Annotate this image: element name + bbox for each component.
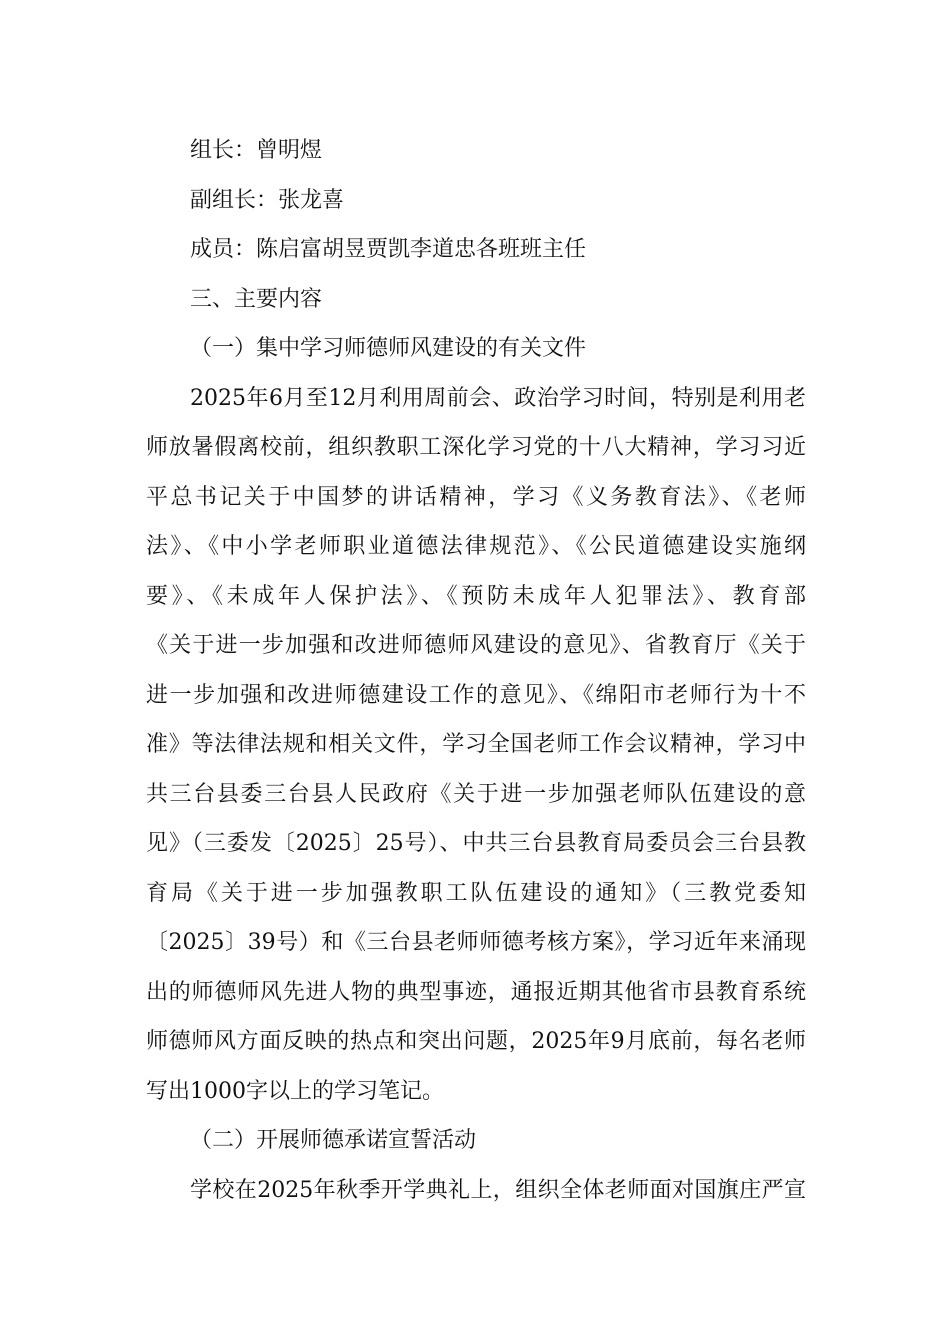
paragraph-line: 出的师德师风先进人物的典型事迹，通报近期其他省市县教育系统	[146, 979, 806, 1005]
subsection-heading-2: （二）开展师德承诺宣誓活动	[190, 1128, 477, 1153]
paragraph-line: 育局《关于进一步加强教职工队伍建设的通知》（三教党委知	[146, 880, 806, 906]
leader-line: 组长：曾明煜	[190, 138, 323, 163]
paragraph-study-documents	[146, 374, 806, 1117]
paragraph-line: 共三台县委三台县人民政府《关于进一步加强老师队伍建设的意	[146, 781, 806, 807]
paragraph-line: 准》等法律法规和相关文件，学习全国老师工作会议精神，学习中	[146, 732, 806, 757]
paragraph-line: 师德师风方面反映的热点和突出问题，2025年9月底前，每名老师	[146, 1029, 806, 1054]
paragraph-line: 法》、《中小学老师职业道德法律规范》、《公民道德建设实施纲	[146, 534, 806, 559]
deputy-leader-line: 副组长：张龙喜	[190, 187, 345, 213]
paragraph-line: 见》（三委发〔2025〕25号）、中共三台县教育局委员会三台县教	[146, 831, 806, 856]
paragraph-line: 《关于进一步加强和改进师德师风建设的意见》、省教育厅《关于	[146, 633, 806, 658]
paragraph-line: 学校在2025年秋季开学典礼上，组织全体老师面对国旗庄严宣	[190, 1177, 806, 1203]
section-heading-main-content: 三、主要内容	[190, 286, 323, 312]
paragraph-line: 〔2025〕39号）和《三台县老师师德考核方案》，学习近年来涌现	[146, 930, 806, 955]
subsection-heading-1: （一）集中学习师德师风建设的有关文件	[190, 336, 587, 361]
paragraph-line: 写出1000字以上的学习笔记。	[146, 1078, 444, 1104]
document-body	[146, 126, 806, 1215]
paragraph-line: 2025年6月至12月利用周前会、政治学习时间，特别是利用老	[190, 385, 806, 411]
members-line: 成员：陈启富胡昱贾凯李道忠各班班主任	[190, 237, 587, 262]
paragraph-line: 进一步加强和改进师德建设工作的意见》、《绵阳市老师行为十不	[146, 682, 806, 708]
paragraph-line: 师放暑假离校前，组织教职工深化学习党的十八大精神，学习习近	[146, 435, 806, 460]
paragraph-pledge-activity	[146, 1166, 806, 1216]
paragraph-line: 平总书记关于中国梦的讲话精神，学习《义务教育法》、《老师	[146, 484, 806, 510]
paragraph-line: 要》、《未成年人保护法》、《预防未成年人犯罪法》、教育部	[146, 583, 806, 609]
